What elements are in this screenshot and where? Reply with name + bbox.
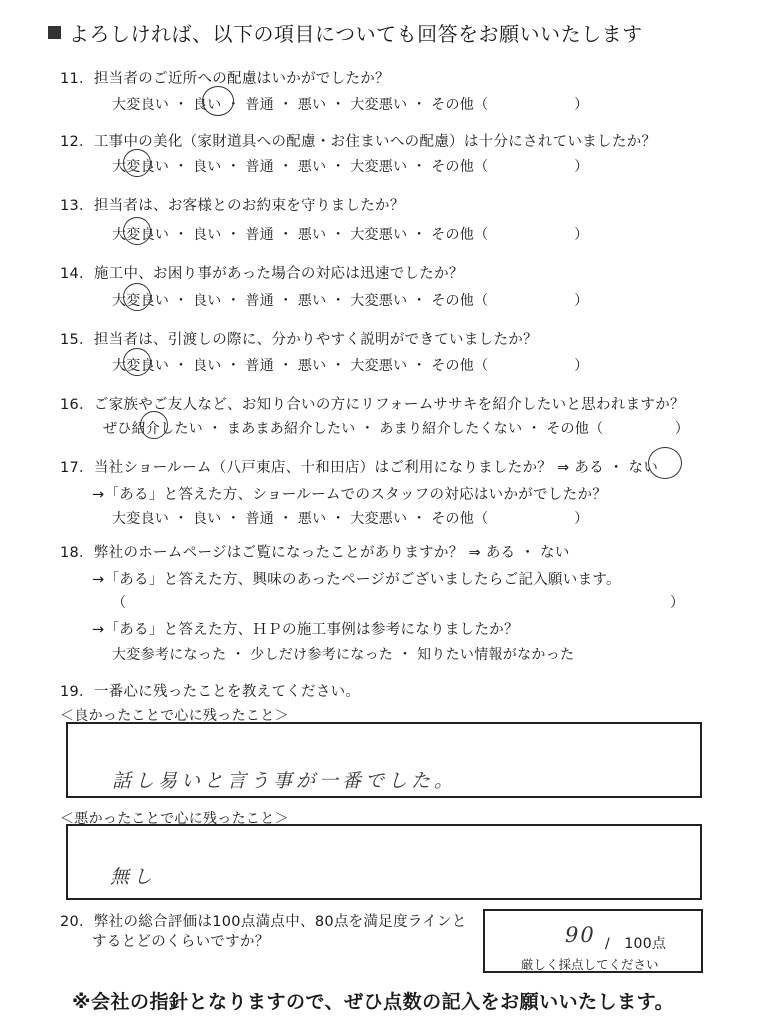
question-17: 17．当社ショールーム（八戸東店、十和田店）はご利用になりましたか？ ⇒ ある ・ ない (60, 460, 659, 476)
question-18-paren-close: ） (670, 595, 685, 611)
question-18: 18．弊社のホームページはご覧になったことがありますか？ ⇒ ある ・ ない (60, 545, 570, 561)
selected-circle-mark (123, 149, 151, 177)
selected-circle-mark (123, 283, 151, 311)
question-16-options[interactable]: ぜひ紹介したい ・ まあまあ紹介したい ・ あまり紹介したくない ・ その他（ ） (103, 421, 690, 437)
survey-header (48, 18, 643, 47)
question-14: 14．施工中、お困り事があった場合の対応は迅速でしたか？ (60, 266, 464, 282)
good-memory-label: ＜良かったことで心に残ったこと＞ (60, 708, 289, 724)
good-memory-answer: 話し易いと言う事が一番でした。 (112, 770, 458, 792)
selected-circle-mark (123, 217, 151, 245)
question-18-paren-open: （ (112, 595, 127, 611)
score-unit: / 100点 (605, 936, 667, 952)
question-14-options[interactable]: 大変良い ・ 良い ・ 普通 ・ 悪い ・ 大変悪い ・ その他（ ） (112, 293, 589, 309)
question-11-options[interactable]: 大変良い ・ 良い ・ 普通 ・ 悪い ・ 大変悪い ・ その他（ ） (112, 97, 589, 113)
selected-circle-mark (648, 447, 682, 479)
question-12-options[interactable]: 大変良い ・ 良い ・ 普通 ・ 悪い ・ 大変悪い ・ その他（ ） (112, 159, 589, 175)
selected-circle-mark (202, 86, 234, 116)
question-20-line-2: するとどのくらいですか？ (92, 934, 270, 950)
good-memory-box[interactable] (66, 722, 702, 798)
question-17-followup: →「ある」と答えた方、ショールームでのスタッフの対応はいかがでしたか？ (92, 487, 608, 503)
footer-note: ※会社の指針となりますので、ぜひ点数の記入をお願いいたします。 (72, 991, 675, 1013)
question-12: 12．工事中の美化（家財道具への配慮・お住まいへの配慮）は十分にされていましたか？ (60, 134, 657, 150)
question-13: 13．担当者は、お客様とのお約束を守りましたか？ (60, 198, 405, 214)
question-17-options[interactable]: 大変良い ・ 良い ・ 普通 ・ 悪い ・ 大変悪い ・ その他（ ） (112, 511, 589, 527)
question-20: 20．弊社の総合評価は100点満点中、80点を満足度ラインと (60, 914, 467, 930)
square-bullet-icon (48, 26, 61, 39)
selected-circle-mark (123, 348, 151, 376)
question-19: 19．一番心に残ったことを教えてください。 (60, 684, 361, 700)
question-15-options[interactable]: 大変良い ・ 良い ・ 普通 ・ 悪い ・ 大変悪い ・ その他（ ） (112, 358, 589, 374)
question-15: 15．担当者は、引渡しの際に、分かりやすく説明ができていましたか？ (60, 332, 538, 348)
question-18-options[interactable]: 大変参考になった ・ 少しだけ参考になった ・ 知りたい情報がなかった (112, 647, 575, 663)
question-18-followup: →「ある」と答えた方、興味のあったページがございましたらご記入願います。 (92, 572, 621, 588)
bad-memory-box[interactable] (66, 824, 702, 900)
bad-memory-answer: 無し (110, 866, 157, 888)
score-value: 90 (565, 923, 596, 947)
selected-circle-mark (140, 411, 168, 439)
bad-memory-label: ＜悪かったことで心に残ったこと＞ (60, 811, 289, 827)
question-16: 16．ご家族やご友人など、お知り合いの方にリフォームササキを紹介したいと思われますか？ (60, 397, 685, 413)
question-13-options[interactable]: 大変良い ・ 良い ・ 普通 ・ 悪い ・ 大変悪い ・ その他（ ） (112, 227, 589, 243)
question-11: 11．担当者のご近所への配慮はいかがでしたか？ (60, 71, 390, 87)
question-18-followup-2: →「ある」と答えた方、ＨＰの施工事例は参考になりましたか？ (92, 622, 519, 638)
header-title: よろしければ、以下の項目についても回答をお願いいたします (69, 22, 643, 46)
score-box[interactable] (483, 909, 703, 973)
score-note: 厳しく採点してください (521, 957, 659, 972)
